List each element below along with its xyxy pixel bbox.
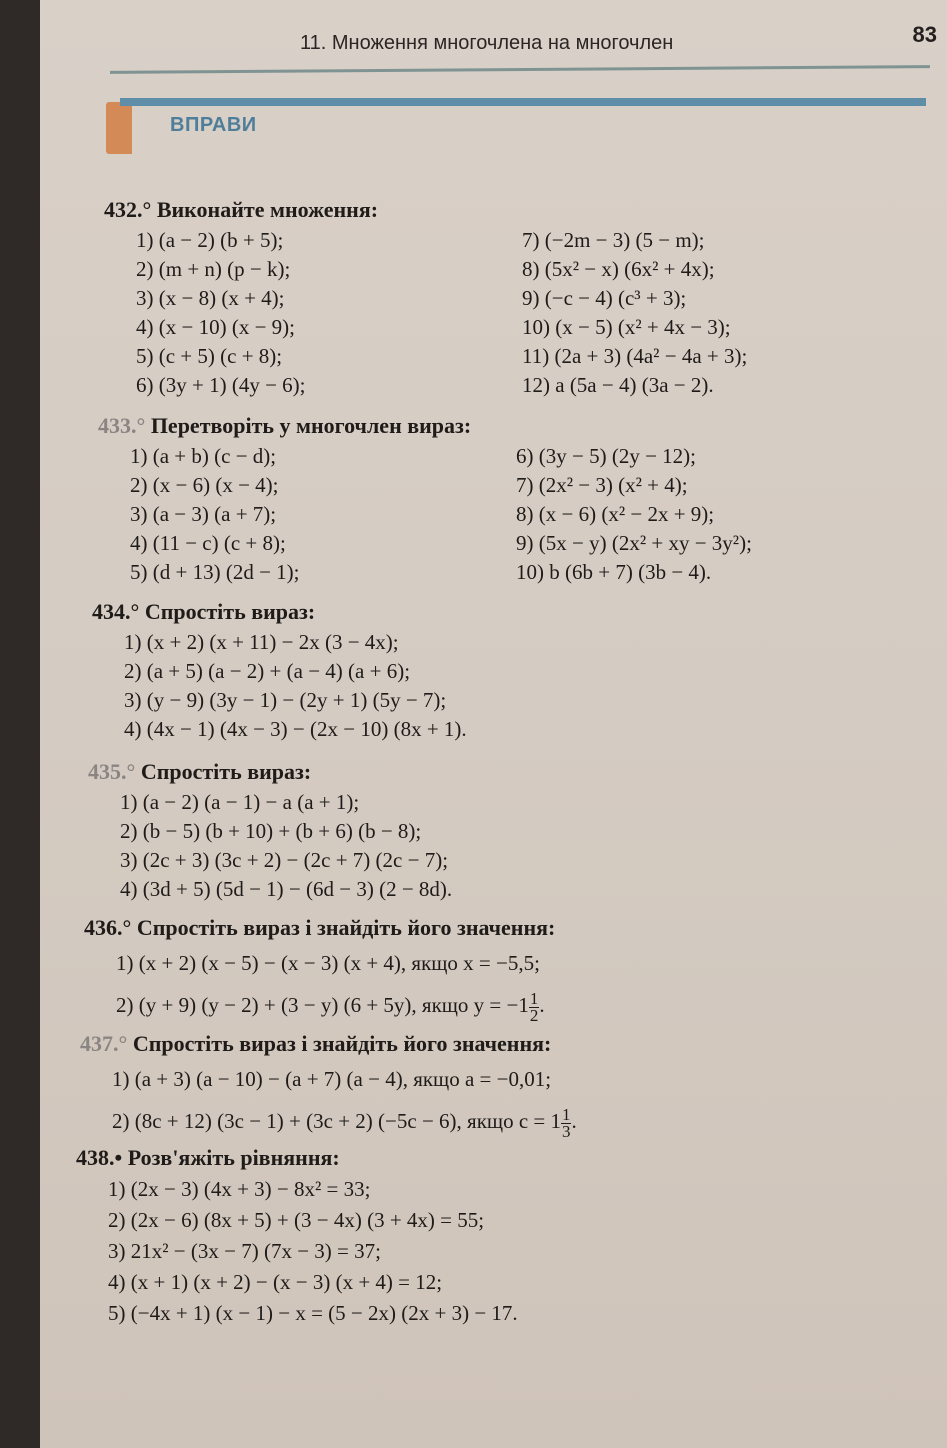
exercise-item: 1) (a − 2) (a − 1) − a (a + 1); (120, 790, 360, 814)
exercise-title: Спростіть вираз і знайдіть його значення: (136, 915, 556, 940)
exercise-item: 1) (a + b) (c − d); (130, 444, 277, 468)
exercise-item: 4) (4x − 1) (4x − 3) − (2x − 10) (8x + 1). (124, 717, 467, 741)
exercise-item: 2) (2x − 6) (8x + 5) + (3 − 4x) (3 + 4x) = 55; (108, 1208, 485, 1232)
exercise-title: Перетворіть у многочлен вираз: (150, 413, 472, 438)
exercise-437 (80, 1030, 940, 1141)
exercise-number: 435.° (88, 759, 136, 784)
exercise-item: 2) (b − 5) (b + 10) + (b + 6) (b − 8); (120, 819, 422, 843)
exercise-heading (98, 412, 938, 440)
exercise-number: 437.° (80, 1031, 128, 1056)
exercise-item: 10) b (6b + 7) (3b − 4). (516, 560, 712, 584)
exercise-item: 12) a (5a − 4) (3a − 2). (522, 373, 714, 397)
exercise-item: 5) (−4x + 1) (x − 1) − x = (5 − 2x) (2x + 3) − 17. (108, 1301, 518, 1325)
exercise-item: 11) (2a + 3) (4a² − 4a + 3); (522, 344, 748, 368)
exercise-number: 434.° (92, 599, 140, 624)
exercise-item: 8) (x − 6) (x² − 2x + 9); (516, 502, 715, 526)
exercise-heading (76, 1144, 936, 1172)
page-number: 83 (912, 22, 937, 47)
exercise-438 (76, 1144, 936, 1325)
exercise-item: 3) 21x² − (3x − 7) (7x − 3) = 37; (108, 1239, 381, 1263)
exercise-item: 2) (a + 5) (a − 2) + (a − 4) (a + 6); (124, 659, 411, 683)
exercise-item: 4) (3d + 5) (5d − 1) − (6d − 3) (2 − 8d). (120, 877, 453, 901)
exercise-item: 7) (−2m − 3) (5 − m); (522, 228, 705, 252)
banner-stripe (120, 98, 926, 106)
exercise-heading (88, 758, 928, 786)
chapter-title: 11. Множення многочлена на многочлен (300, 32, 674, 54)
exercise-item: 7) (2x² − 3) (x² + 4); (516, 473, 688, 497)
exercise-title: Спростіть вираз: (140, 759, 312, 784)
items-column (108, 1174, 518, 1329)
exercise-item: 2) (8c + 12) (3c − 1) + (3c + 2) (−5c − 6), якщо c = 1 $\frac{1}{3}$ . (112, 1104, 577, 1141)
exercise-item: 2) (y + 9) (y − 2) + (3 − y) (6 + 5y), якщо y = −1 $\frac{1}{2}$ . (116, 988, 545, 1025)
right-column (522, 226, 747, 400)
exercise-item: 3) (2c + 3) (3c + 2) − (2c + 7) (2c − 7); (120, 848, 449, 872)
items-column (116, 946, 545, 1024)
right-column (516, 442, 752, 587)
exercise-item: 1) (x + 2) (x + 11) − 2x (3 − 4x); (124, 630, 399, 654)
textbook-page (40, 0, 947, 1448)
exercise-heading (92, 598, 932, 626)
exercise-item: 2) (x − 6) (x − 4); (130, 473, 279, 497)
exercise-435 (88, 758, 928, 901)
exercise-item: 3) (x − 8) (x + 4); (136, 286, 285, 310)
items-column (120, 788, 452, 904)
exercise-heading (104, 196, 934, 224)
exercise-item: 3) (y − 9) (3y − 1) − (2y + 1) (5y − 7); (124, 688, 447, 712)
exercise-title: Спростіть вираз і знайдіть його значення: (132, 1031, 552, 1056)
items-column (124, 628, 467, 744)
fraction: $\frac{1}{3}$ (561, 1104, 571, 1141)
items-column (112, 1062, 577, 1140)
exercise-heading (80, 1030, 940, 1058)
exercise-item: 9) (5x − y) (2x² + xy − 3y²); (516, 531, 752, 555)
exercise-item: 8) (5x² − x) (6x² + 4x); (522, 257, 715, 281)
page-header (110, 18, 947, 78)
exercise-number: 433.° (98, 413, 146, 438)
exercise-number: 438.• (76, 1145, 123, 1170)
exercise-item: 4) (x + 1) (x + 2) − (x − 3) (x + 4) = 12; (108, 1270, 443, 1294)
exercise-number: 432.° (104, 197, 152, 222)
exercise-item: 1) (a − 2) (b + 5); (136, 228, 284, 252)
exercise-title: Розв'яжіть рівняння: (127, 1145, 340, 1170)
exercise-item: 9) (−c − 4) (c³ + 3); (522, 286, 687, 310)
exercise-item: 3) (a − 3) (a + 7); (130, 502, 277, 526)
exercise-433 (98, 412, 938, 584)
exercise-item: 10) (x − 5) (x² + 4x − 3); (522, 315, 731, 339)
exercise-item: 1) (x + 2) (x − 5) − (x − 3) (x + 4), якщо x = −5,5; (116, 951, 540, 975)
exercise-item: 6) (3y + 1) (4y − 6); (136, 373, 306, 397)
exercise-title: Виконайте множення: (156, 197, 379, 222)
exercise-number: 436.° (84, 915, 132, 940)
exercise-item: 4) (11 − c) (c + 8); (130, 531, 286, 555)
exercise-item: 4) (x − 10) (x − 9); (136, 315, 295, 339)
exercise-title: Спростіть вираз: (144, 599, 316, 624)
header-rule (110, 65, 930, 74)
exercise-item: 6) (3y − 5) (2y − 12); (516, 444, 696, 468)
banner-accent (106, 102, 132, 154)
exercise-item: 5) (c + 5) (c + 8); (136, 344, 283, 368)
exercise-item: 2) (m + n) (p − k); (136, 257, 291, 281)
exercise-436 (84, 914, 934, 1025)
exercise-item: 1) (a + 3) (a − 10) − (a + 7) (a − 4), якщо a = −0,01; (112, 1067, 552, 1091)
exercise-heading (84, 914, 934, 942)
left-column (136, 226, 306, 400)
section-banner (106, 98, 926, 158)
exercise-434 (92, 598, 932, 741)
exercise-item: 5) (d + 13) (2d − 1); (130, 560, 300, 584)
fraction: $\frac{1}{2}$ (529, 988, 539, 1025)
exercise-item: 1) (2x − 3) (4x + 3) − 8x² = 33; (108, 1177, 371, 1201)
left-column (130, 442, 300, 587)
section-label: ВПРАВИ (170, 114, 257, 136)
exercise-432 (104, 196, 934, 397)
